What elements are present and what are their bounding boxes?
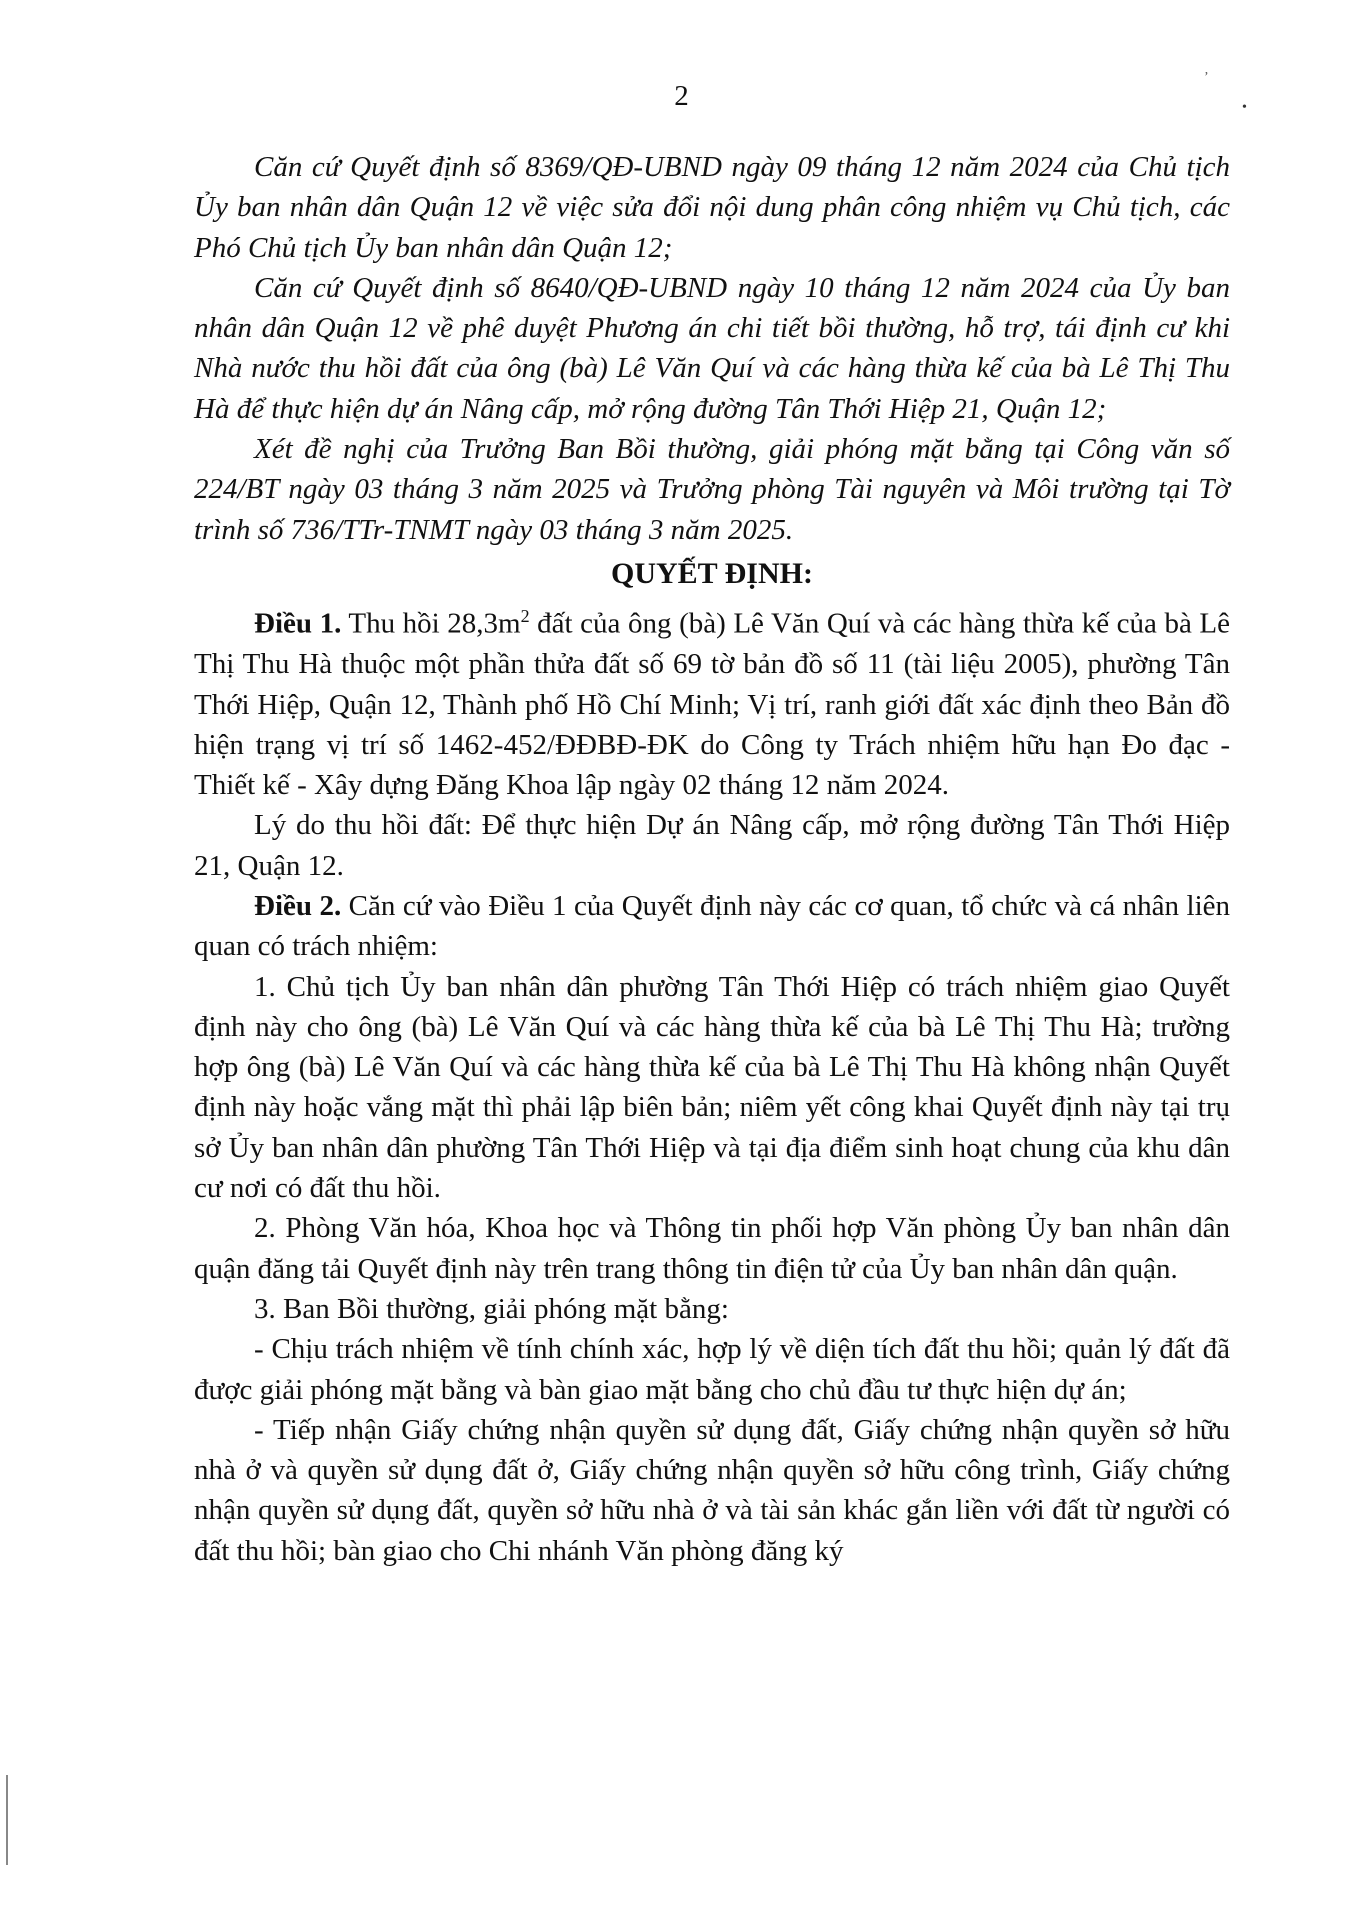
article-2-intro: Căn cứ vào Điều 1 của Quyết định này các cơ quan, tổ chức và cá nhân liên quan có trách nhiệm:: [194, 890, 1231, 963]
article-1-paragraph: [194, 596, 1230, 805]
article-1-text-part: Thu hồi 28,3m: [341, 607, 521, 640]
article-2-item: - Chịu trách nhiệm về tính chính xác, hợp lý về diện tích đất thu hồi; quản lý đất đã được giải phóng mặt bằng và bàn giao mặt bằng cho chủ đầu tư thực hiện dự án;: [194, 1333, 1230, 1406]
article-1-reason: Lý do thu hồi đất: Để thực hiện Dự án Nâng cấp, mở rộng đường Tân Thới Hiệp 21, Quận 12.: [194, 809, 1230, 882]
article-2-label: Điều 2.: [254, 890, 342, 922]
article-1-text-part: đất của ông (bà) Lê Văn Quí và các hàng thừa kế của bà Lê Thị Thu Hà thuộc một phần thửa đất số 69 tờ bản đồ số 11 (tài liệu 2005), phường Tân Thới Hiệp, Quận 12, Thành phố Hồ Chí Minh; Vị trí, ranh giới đất xác định theo Bản đồ hiện trạng vị trí số 1462-452/ĐĐBĐ-ĐK do Công ty Trách nhiệm hữu hạn Đo đạc - Thiết kế - Xây dựng Đăng Khoa lập ngày 02 tháng 12 năm 2024.: [194, 607, 1231, 802]
article-2-paragraph: [194, 886, 1230, 967]
scan-mark: •: [1242, 100, 1247, 115]
decision-title: QUYẾT ĐỊNH:: [611, 556, 813, 590]
preamble-paragraph: Căn cứ Quyết định số 8640/QĐ-UBND ngày 10 tháng 12 năm 2024 của Ủy ban nhân dân Quận 12 về phê duyệt Phương án chi tiết bồi thường, hỗ trợ, tái định cư khi Nhà nước thu hồi đất của ông (bà) Lê Văn Quí và các hàng thừa kế của bà Lê Thị Thu Hà để thực hiện dự án Nâng cấp, mở rộng đường Tân Thới Hiệp 21, Quận 12;: [194, 271, 1230, 425]
preamble-paragraph: Xét đề nghị của Trưởng Ban Bồi thường, giải phóng mặt bằng tại Công văn số 224/BT ngày 03 tháng 3 năm 2025 và Trưởng phòng Tài nguyên và Môi trường tại Tờ trình số 736/TTr-TNMT ngày 03 tháng 3 năm 2025.: [194, 433, 1230, 546]
page-number: 2: [674, 80, 689, 112]
article-2-item: - Tiếp nhận Giấy chứng nhận quyền sử dụng đất, Giấy chứng nhận quyền sở hữu nhà ở và quyền sử dụng đất ở, Giấy chứng nhận quyền sở hữu công trình, Giấy chứng nhận quyền sử dụng đất, quyền sở hữu nhà ở và tài sản khác gắn liền với đất từ người có đất thu hồi; bàn giao cho Chi nhánh Văn phòng đăng ký: [194, 1413, 1230, 1567]
preamble-paragraph: Căn cứ Quyết định số 8369/QĐ-UBND ngày 09 tháng 12 năm 2024 của Chủ tịch Ủy ban nhân dân Quận 12 về việc sửa đổi nội dung phân công nhiệm vụ Chủ tịch, các Phó Chủ tịch Ủy ban nhân dân Quận 12;: [194, 151, 1230, 264]
scan-mark: ’: [1204, 70, 1209, 85]
article-1-label: Điều 1.: [254, 607, 342, 640]
document-body: [194, 147, 1230, 1571]
article-2-item: 2. Phòng Văn hóa, Khoa học và Thông tin phối hợp Văn phòng Ủy ban nhân dân quận đăng tải Quyết định này trên trang thông tin điện tử của Ủy ban nhân dân quận.: [194, 1212, 1230, 1285]
scan-edge-line: [6, 1775, 8, 1865]
article-2-item: 1. Chủ tịch Ủy ban nhân dân phường Tân Thới Hiệp có trách nhiệm giao Quyết định này cho ông (bà) Lê Văn Quí và các hàng thừa kế của bà Lê Thị Thu Hà; trường hợp ông (bà) Lê Văn Quí và các hàng thừa kế của bà Lê Thị Thu Hà không nhận Quyết định này hoặc vắng mặt thì phải lập biên bản; niêm yết công khai Quyết định này tại trụ sở Ủy ban nhân dân phường Tân Thới Hiệp và tại địa điểm sinh hoạt chung của khu dân cư nơi có đất thu hồi.: [194, 970, 1230, 1205]
superscript-2: 2: [520, 606, 530, 627]
article-2-item: 3. Ban Bồi thường, giải phóng mặt bằng:: [254, 1292, 729, 1325]
